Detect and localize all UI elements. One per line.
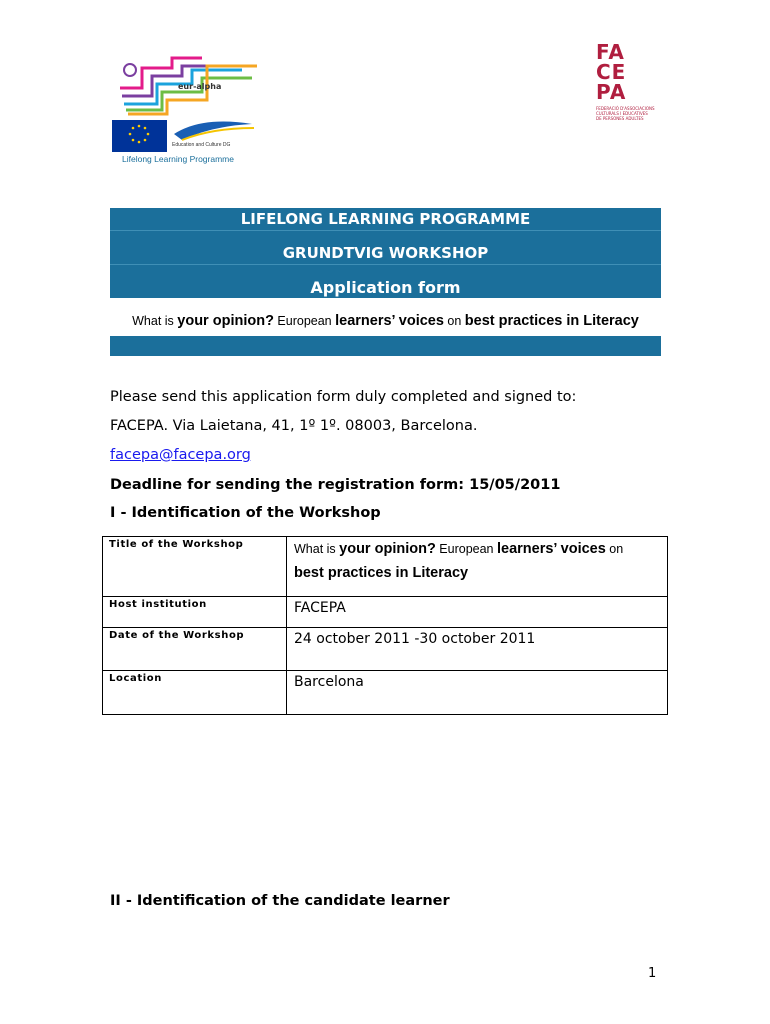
facepa-letters-1: FA xyxy=(596,40,625,64)
host-institution-value: FACEPA xyxy=(287,597,668,628)
banner-separator xyxy=(110,230,661,231)
table-row xyxy=(103,671,668,715)
postal-address: FACEPA. Via Laietana, 41, 1º 1º. 08003, Barcelona. xyxy=(110,418,478,434)
row-label: Host institution xyxy=(103,597,287,628)
workshop-date-value: 24 october 2011 -30 october 2011 xyxy=(287,628,668,671)
email-link[interactable]: facepa@facepa.org xyxy=(110,447,251,463)
lifelong-learning-text: Lifelong Learning Programme xyxy=(122,154,234,164)
banner-line-application: Application form xyxy=(310,278,461,297)
banner-separator xyxy=(110,264,661,265)
page-number: 1 xyxy=(648,966,657,981)
deadline-text: Deadline for sending the registration form: 15/05/2011 xyxy=(110,477,561,493)
facepa-letters-2: CE xyxy=(596,60,627,84)
subtitle-bar xyxy=(110,336,661,356)
workshop-subtitle: What is your opinion? European learners’ voices on best practices in Literacy xyxy=(132,313,639,329)
table-row xyxy=(103,597,668,628)
row-label: Location xyxy=(103,671,287,715)
eur-alpha-lines-graphic xyxy=(112,48,262,170)
facepa-logo xyxy=(596,42,666,142)
facepa-tagline: FEDERACIÓ D'ASSOCIACIONS CULTURALS I EDUCATIVES DE PERSONES ADULTES xyxy=(596,106,655,121)
education-culture-text: Education and Culture DG xyxy=(172,142,231,148)
workshop-table xyxy=(102,536,668,715)
banner-line-programme: LIFELONG LEARNING PROGRAMME xyxy=(240,210,531,228)
section-2-heading: II - Identification of the candidate learner xyxy=(110,893,450,909)
banner-line-workshop: GRUNDTVIG WORKSHOP xyxy=(282,244,489,262)
location-value: Barcelona xyxy=(287,671,668,715)
facepa-letters-3: PA xyxy=(596,80,627,104)
section-1-heading: I - Identification of the Workshop xyxy=(110,505,381,521)
row-label: Title of the Workshop xyxy=(103,537,287,597)
send-instruction: Please send this application form duly completed and signed to: xyxy=(110,389,577,405)
programme-banner xyxy=(110,208,661,298)
workshop-title-value: What is your opinion? European learners’ voices on best practices in Literacy xyxy=(287,537,668,597)
row-label: Date of the Workshop xyxy=(103,628,287,671)
eur-alpha-brand: eur-alpha xyxy=(178,82,222,91)
eur-alpha-logo xyxy=(112,48,262,170)
table-row xyxy=(103,537,668,597)
table-row xyxy=(103,628,668,671)
